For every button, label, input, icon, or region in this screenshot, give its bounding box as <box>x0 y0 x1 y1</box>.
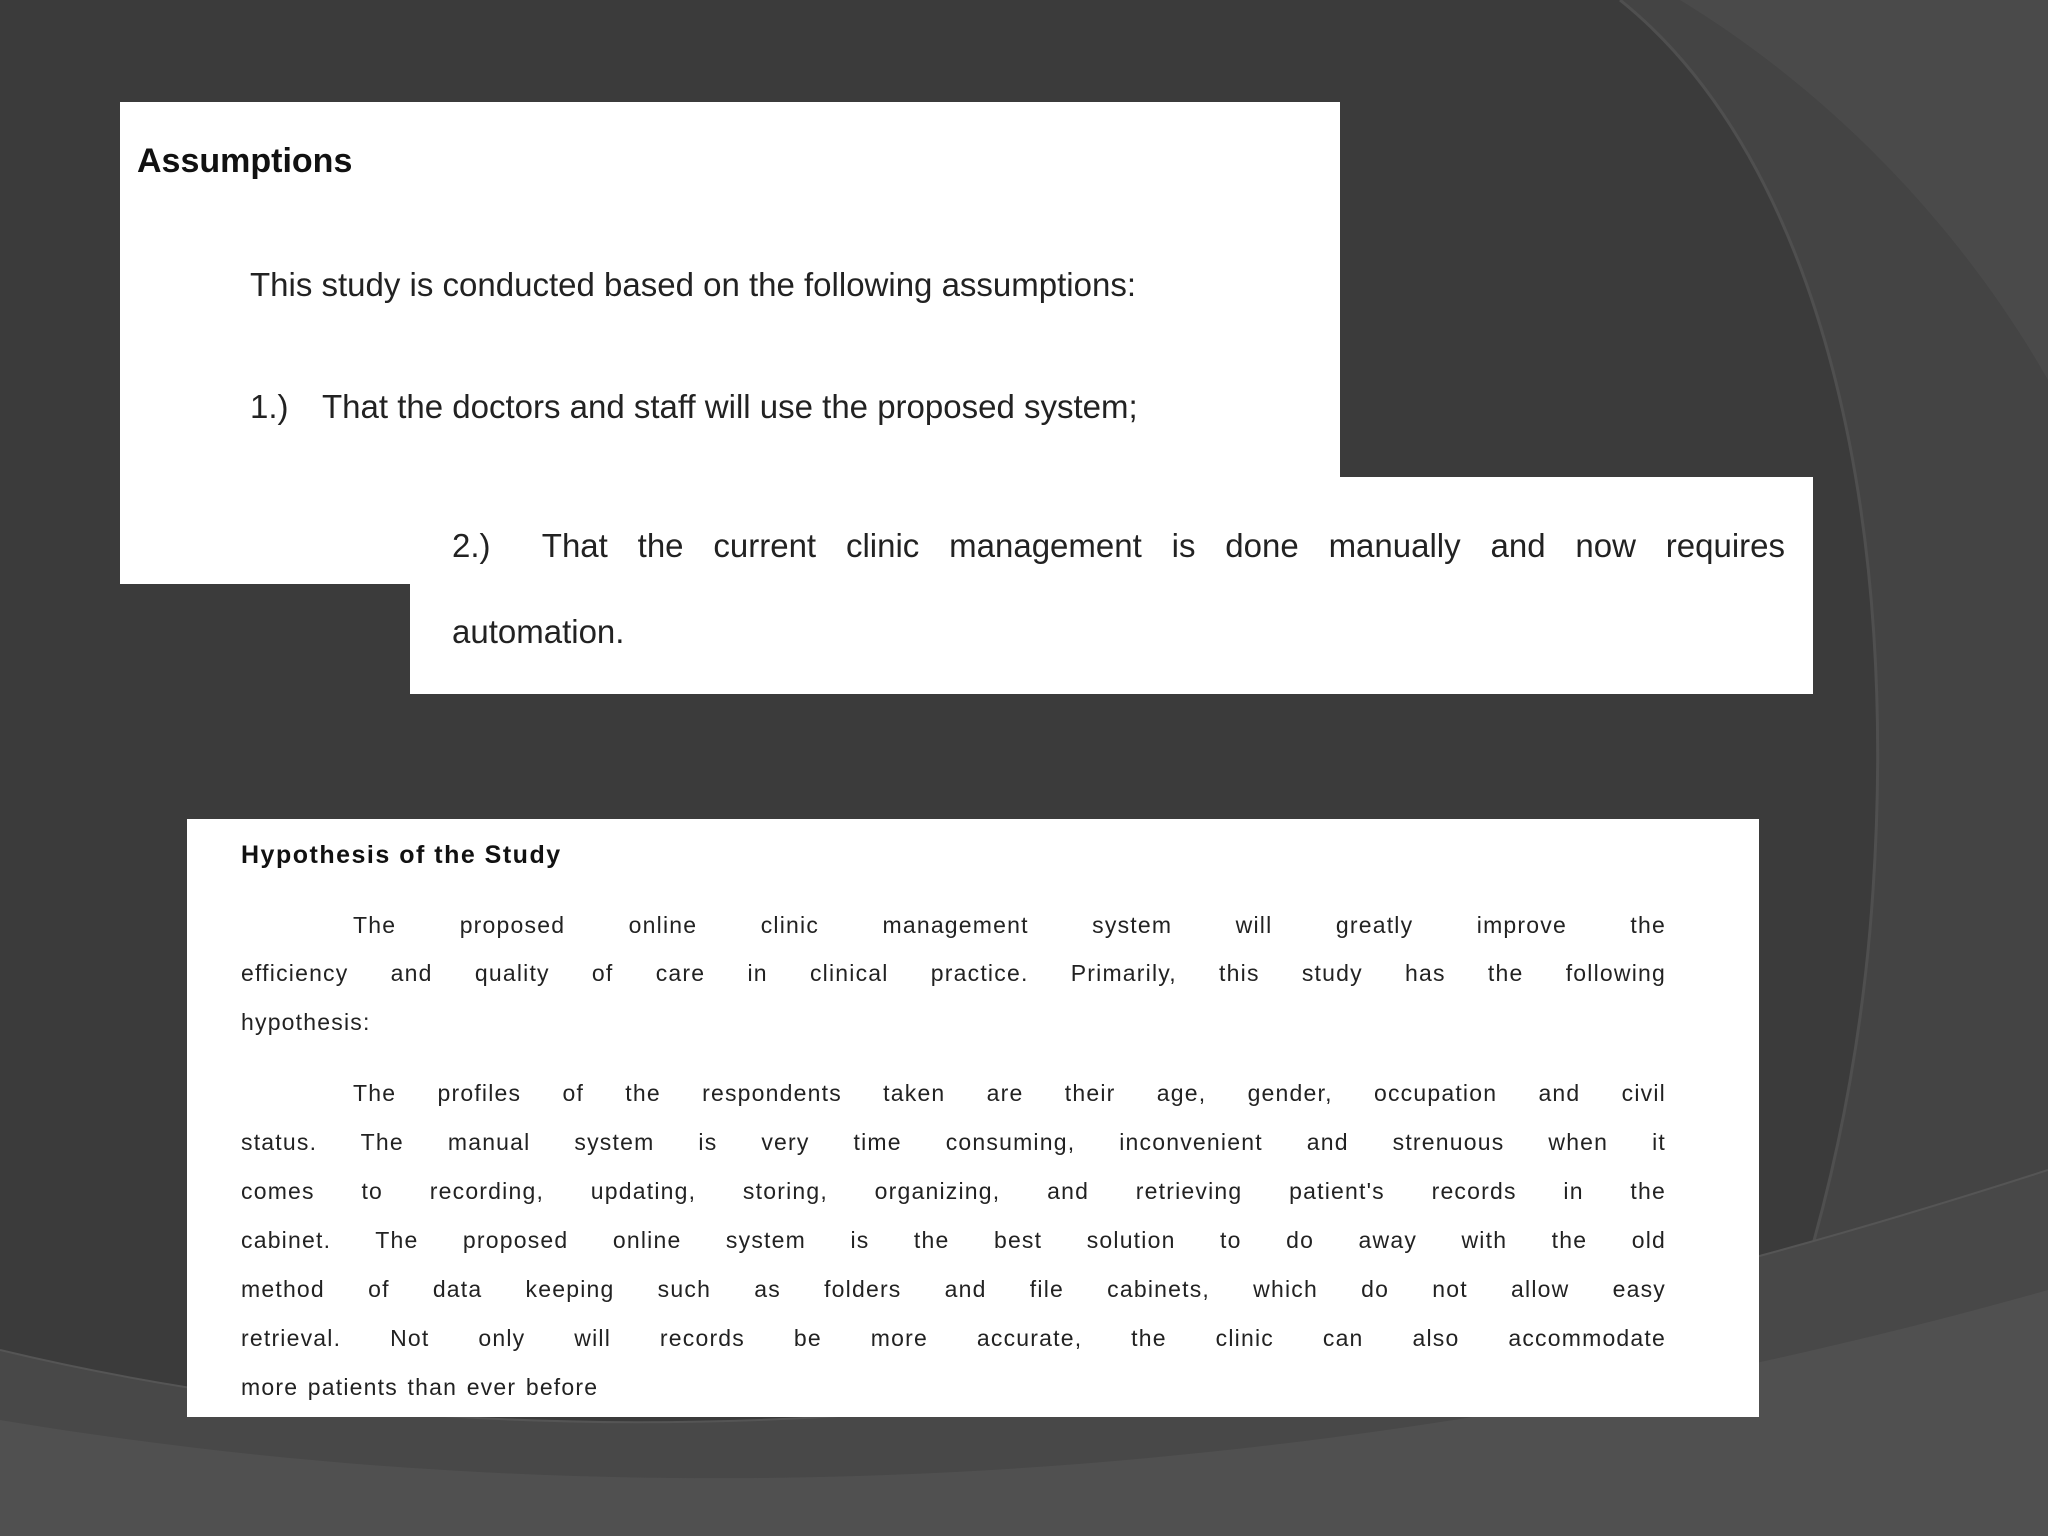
assumptions-intro: This study is conducted based on the following assumptions: <box>250 266 1137 303</box>
hypothesis-line: cabinet. The proposed online system is the best solution to do away with the old <box>241 1227 1666 1253</box>
hypothesis-title: Hypothesis of the Study <box>241 841 562 869</box>
hypothesis-line: retrieval. Not only will records be more accurate, the clinic can also accommodate <box>241 1325 1666 1351</box>
assumption-item-1-number: 1.) <box>250 388 289 425</box>
assumptions-continuation-panel <box>410 477 1813 694</box>
assumption-item-2-number: 2.) <box>452 527 491 564</box>
assumption-item-1 <box>250 388 1138 426</box>
hypothesis-line: status. The manual system is very time consuming, inconvenient and strenuous when it <box>241 1129 1666 1155</box>
assumption-item-1-text: That the doctors and staff will use the proposed system; <box>322 388 1138 425</box>
hypothesis-line: comes to recording, updating, storing, organizing, and retrieving patient's records in the <box>241 1178 1666 1204</box>
hypothesis-line: The profiles of the respondents taken are their age, gender, occupation and civil <box>353 1080 1666 1106</box>
hypothesis-line: method of data keeping such as folders and file cabinets, which do not allow easy <box>241 1276 1666 1302</box>
hypothesis-line: more patients than ever before <box>241 1374 599 1400</box>
assumption-item-2 <box>452 527 1785 565</box>
hypothesis-line: The proposed online clinic management system will greatly improve the <box>353 912 1666 938</box>
hypothesis-line: efficiency and quality of care in clinical practice. Primarily, this study has the following <box>241 960 1666 986</box>
assumption-item-2-continuation: automation. <box>452 613 625 650</box>
hypothesis-panel <box>187 819 1759 1417</box>
hypothesis-line: hypothesis: <box>241 1009 371 1035</box>
assumption-item-2-text: That the current clinic management is done manually and now requires <box>541 527 1786 564</box>
assumptions-title: Assumptions <box>137 142 353 180</box>
